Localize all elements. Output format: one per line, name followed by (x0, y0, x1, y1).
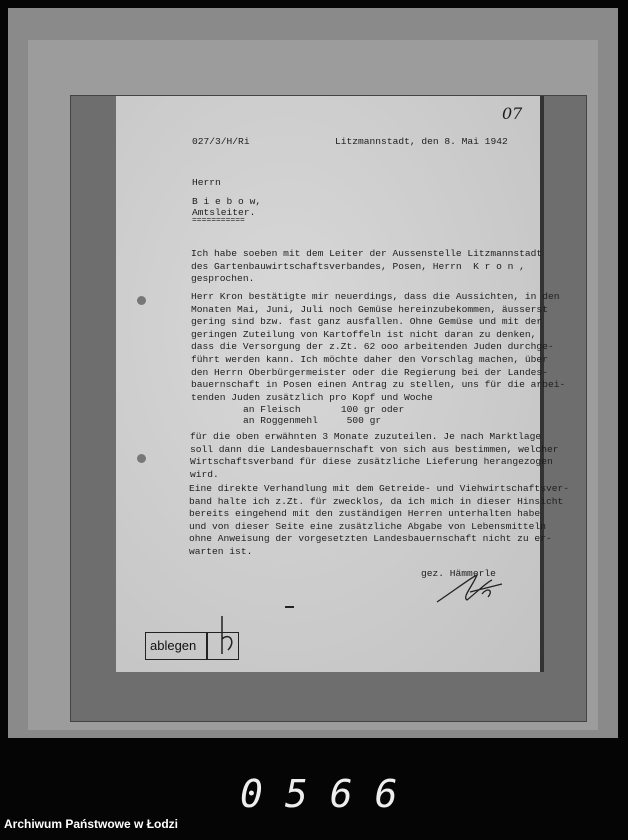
stamp-initial (212, 614, 242, 658)
text-line: soll dann die Landesbauernschaft von sich aus bestimmen, welcher (190, 443, 559, 455)
recipient-title: Amtsleiter. (192, 207, 256, 218)
text-line: Wirtschaftsverband für diese zusätzliche Lieferung herangezogen (190, 456, 553, 468)
stamp-label: ablegen (150, 638, 197, 653)
punch-hole (137, 454, 146, 463)
paragraph-4 (189, 483, 569, 559)
text-line: führt werden kann. Ich möchte daher den Vorschlag machen, über (191, 353, 548, 365)
text-line: ohne Anweisung der vorgesetzten Landesbauernschaft nicht zu er- (189, 533, 552, 545)
dash-mark (285, 606, 294, 608)
paragraph-3 (190, 431, 558, 481)
archive-institution: Archiwum Państwowe w Łodzi (4, 817, 179, 831)
text-line: gesprochen. (191, 273, 255, 285)
archive-page-number: 0566 (240, 772, 420, 816)
text-line: geringen Zuteilung von Kartoffeln ist nicht daran zu denken, (191, 328, 537, 340)
signature-typed: gez. Hämmerle (421, 568, 496, 579)
paragraph-1 (191, 248, 542, 286)
text-line: band halte ich z.Zt. für zwecklos, da ich mich in dieser Hinsicht (189, 495, 564, 507)
text-line: Eine direkte Verhandlung mit dem Getreide- und Viehwirtschaftsver- (189, 483, 569, 494)
place-date: Litzmannstadt, den 8. Mai 1942 (335, 136, 508, 147)
text-line: tenden Juden zusätzlich pro Kopf und Woche (191, 391, 433, 403)
text-line: bauernschaft in Posen einen Antrag zu stellen, uns für die arbei- (191, 379, 566, 391)
reference-number: 027/3/H/Ri (192, 136, 250, 147)
ration-item: an Roggenmehl 500 gr (243, 414, 382, 426)
stamp-divider (206, 633, 208, 659)
text-line: und von dieser Seite eine zusätzliche Abgabe von Lebensmitteln (189, 520, 546, 532)
handwritten-mark: 07 (502, 104, 523, 123)
punch-hole (137, 296, 146, 305)
text-line: warten ist. (189, 545, 253, 557)
text-line: für die oben erwähnten 3 Monate zuzuteilen. Je nach Marktlage (190, 431, 542, 442)
recipient-underline: =========== (192, 216, 245, 225)
text-line: dass die Versorgung der z.Zt. 62 ooo arbeitenden Juden durchge- (191, 341, 554, 353)
text-line: Herr Kron bestätigte mir neuerdings, dass die Aussichten, in den (191, 291, 560, 302)
text-line: Monaten Mai, Juni, Juli noch Gemüse hereinzubekommen, äusserst (191, 303, 548, 315)
salutation: Herrn (192, 177, 221, 188)
ration-item: an Fleisch 100 gr oder (243, 404, 405, 415)
text-line: Ich habe soeben mit dem Leiter der Aussenstelle Litzmannstadt (191, 248, 543, 259)
handwritten-signature (432, 572, 507, 607)
recipient-name: B i e b o w, (192, 196, 262, 207)
ration-list (243, 405, 404, 426)
text-line: des Gartenbauwirtschaftsverbandes, Posen, Herrn K r o n , (191, 260, 525, 272)
text-line: den Herrn Oberbürgermeister oder die Regierung bei der Landes- (191, 366, 548, 378)
paragraph-2 (191, 291, 565, 404)
text-line: wird. (190, 468, 219, 480)
text-line: bereits eingehend mit den zuständigen Herren unterhalten habe (189, 508, 541, 520)
text-line: gering sind bzw. fast ganz ausfallen. Ohne Gemüse und mit der (191, 316, 543, 328)
